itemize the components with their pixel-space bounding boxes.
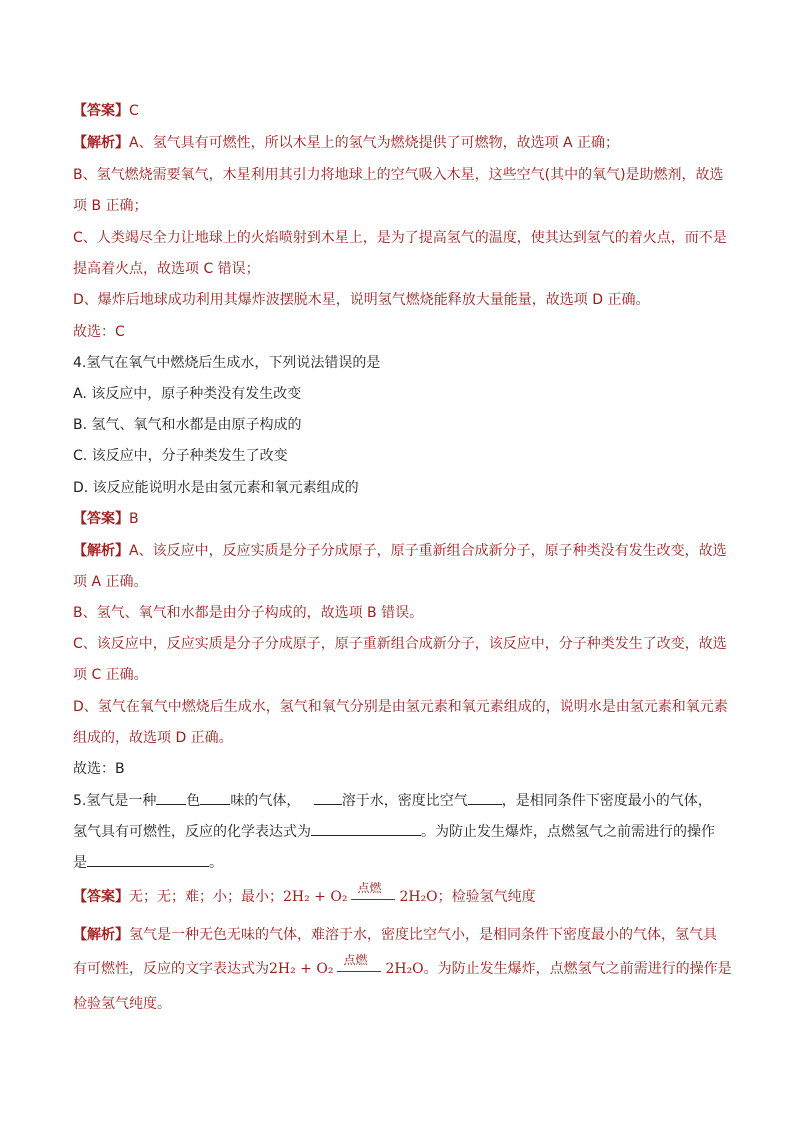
answer-value: C	[129, 103, 139, 119]
stem-text: ，是相同条件下密度最小的气体，	[501, 793, 712, 809]
analysis-tag: 【解析】	[73, 543, 129, 559]
analysis-text: 有可燃性，反应的文字表达式为	[73, 961, 269, 977]
q5-analysis-1	[73, 925, 733, 945]
analysis-tag: 【解析】	[73, 135, 129, 151]
q3-analysis-a	[73, 133, 733, 153]
q4-choice: 故选：B	[73, 761, 125, 777]
stem-text: 5.氢气是一种	[73, 793, 157, 809]
stem-text: 是	[73, 855, 87, 871]
analysis-tag: 【解析】	[73, 927, 129, 943]
q4-analysis-a1	[73, 541, 733, 561]
equation-reactants: 2H₂ + O₂	[269, 961, 334, 977]
answer-value: B	[129, 511, 139, 527]
q5-analysis-3: 检验氢气纯度。	[73, 996, 171, 1012]
answer-tag: 【答案】	[73, 511, 129, 527]
q3-analysis-b2: 项 B 正确；	[73, 198, 148, 214]
q3-choice: 故选：C	[73, 324, 125, 340]
answer-tag: 【答案】	[73, 889, 129, 905]
analysis-text: 氢气是一种无色无味的气体，难溶于水，密度比空气小，是相同条件下密度最小的气体，氢气具	[129, 927, 717, 943]
equation-reactants: 2H₂ + O₂	[283, 889, 348, 905]
q4-analysis-c1: C、该反应中，反应实质是分子分成原子，原子重新组合成新分子，该反应中，分子种类发生了改变，故选	[73, 636, 727, 652]
answer-blank	[468, 790, 502, 805]
q4-option-b: B. 氢气、氧气和水都是由原子构成的	[73, 417, 302, 433]
answer-tag: 【答案】	[73, 103, 129, 119]
answer-blank	[311, 821, 421, 836]
q3-analysis-c1: C、人类竭尽全力让地球上的火焰喷射到木星上，是为了提高氢气的温度，使其达到氢气的着火点，而不是	[73, 230, 727, 246]
q4-option-d: D. 该反应能说明水是由氢元素和氧元素组成的	[73, 480, 359, 496]
answer-blank	[87, 852, 209, 867]
answer-text: 检验氢气纯度	[451, 889, 536, 905]
q4-analysis-c2: 项 C 正确。	[73, 667, 148, 683]
stem-text: 氢气具有可燃性，反应的化学表达式为	[73, 824, 311, 840]
answer-blank	[314, 790, 342, 805]
q4-option-a: A. 该反应中，原子种类没有发生改变	[73, 386, 302, 402]
analysis-text: A、氢气具有可燃性，所以木星上的氢气为燃烧提供了可燃物，故选项 A 正确；	[129, 135, 620, 151]
stem-text: 。	[209, 855, 223, 871]
answer-blank	[200, 790, 230, 805]
stem-text: 。为防止发生爆炸，点燃氢气之前需进行的操作	[421, 824, 715, 840]
q4-analysis-b: B、氢气、氧气和水都是由分子构成的，故选项 B 错误。	[73, 605, 424, 621]
q5-answer-line	[73, 881, 733, 907]
reaction-condition	[351, 881, 395, 901]
condition-label: 点燃	[343, 953, 368, 967]
condition-label: 点燃	[357, 881, 382, 895]
stem-text: 味的气体，	[230, 793, 301, 809]
q3-analysis-b1: B、氢气燃烧需要氧气，木星利用其引力将地球上的空气吸入木星，这些空气(其中的氧气)是助燃剂，故选	[73, 167, 724, 183]
q4-analysis-a2: 项 A 正确。	[73, 574, 148, 590]
answer-blank	[156, 790, 186, 805]
answer-text: 无；无；难；小；最小；	[129, 889, 283, 905]
q3-analysis-d: D、爆炸后地球成功利用其爆炸波摆脱木星，说明氢气燃烧能释放大量能量，故选项 D 正确。	[73, 292, 650, 308]
q4-option-c: C. 该反应中，分子种类发生了改变	[73, 448, 288, 464]
q5-stem-line1	[73, 790, 733, 810]
q4-analysis-d2: 组成的，故选项 D 正确。	[73, 730, 233, 746]
stem-text: 溶于水，密度比空气	[341, 793, 468, 809]
q4-answer-line	[73, 509, 733, 529]
condition-arrow-line	[337, 971, 381, 972]
equation-products: 2H₂O；	[399, 889, 452, 905]
q3-analysis-c2: 提高着火点，故选项 C 错误；	[73, 261, 260, 277]
analysis-text: 为防止发生爆炸，点燃氢气之前需进行的操作是	[437, 961, 732, 977]
condition-arrow-line	[351, 899, 395, 900]
reaction-condition	[337, 953, 381, 973]
q4-stem: 4.氢气在氧气中燃烧后生成水，下列说法错误的是	[73, 355, 381, 371]
q5-analysis-2	[73, 953, 733, 979]
q3-answer-line	[73, 101, 733, 121]
q4-analysis-d1: D、氢气在氧气中燃烧后生成水，氢气和氧气分别是由氢元素和氧元素组成的，说明水是由氢元素和氧元素	[73, 699, 728, 715]
q5-stem-line2	[73, 821, 733, 841]
stem-text: 色	[186, 793, 201, 809]
analysis-text: A、该反应中，反应实质是分子分成原子，原子重新组合成新分子，原子种类没有发生改变，故选	[129, 543, 727, 559]
equation-products: 2H₂O。	[385, 961, 438, 977]
q5-stem-line3	[73, 852, 733, 872]
